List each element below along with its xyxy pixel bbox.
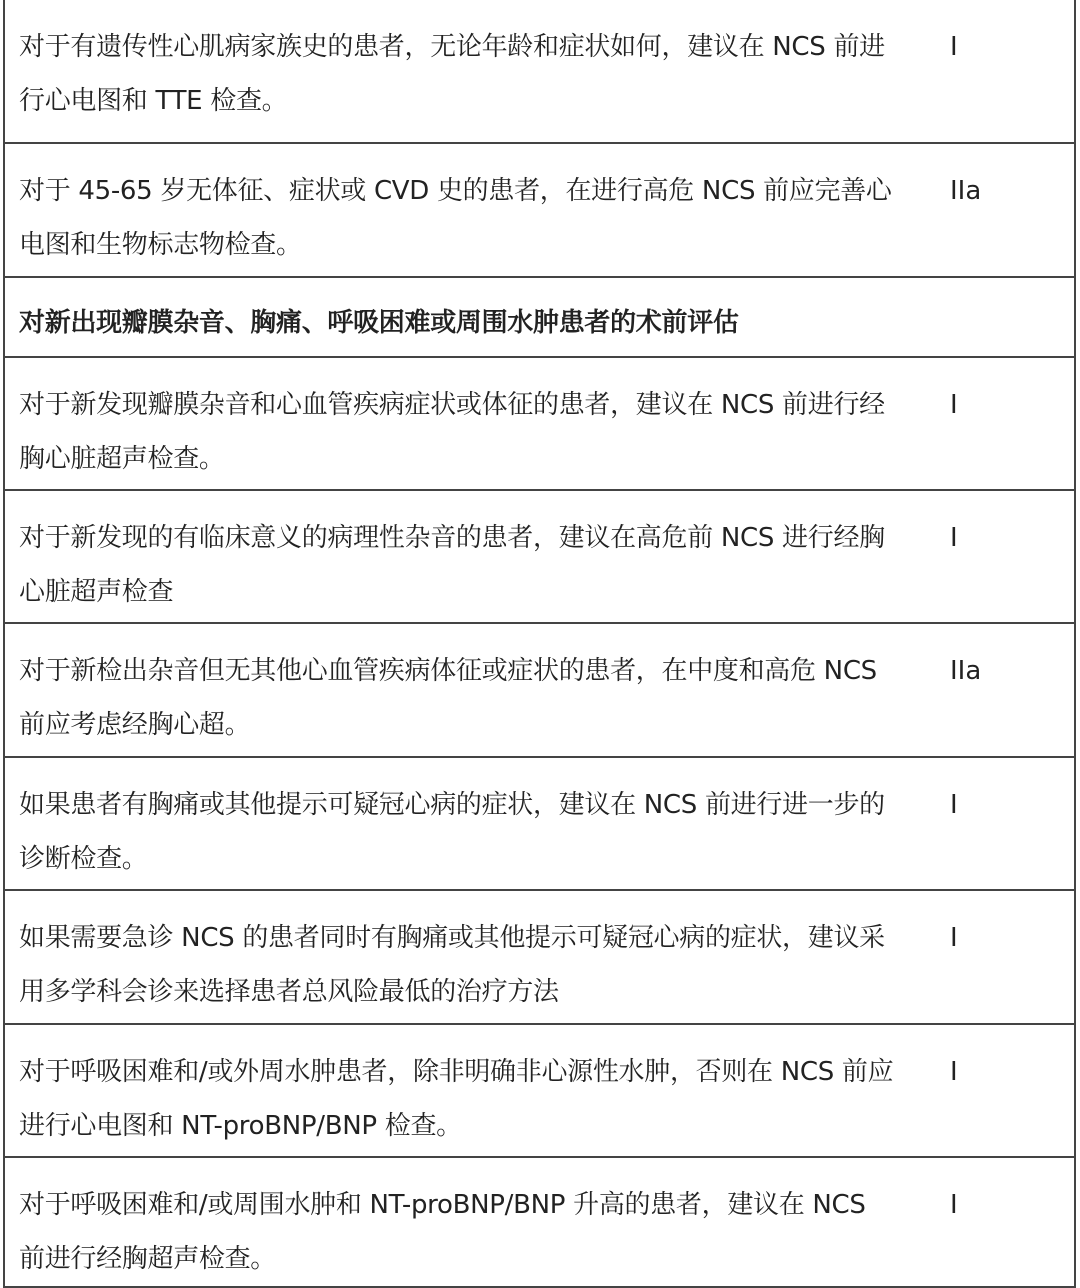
table-row bbox=[5, 622, 1074, 756]
recommendation-text: 对于新发现的有临床意义的病理性杂音的患者，建议在高危前 NCS 进行经胸 心脏超声检查 bbox=[19, 523, 885, 607]
recommendation-text: 如果需要急诊 NCS 的患者同时有胸痛或其他提示可疑冠心病的症状，建议采 用多学科会诊来选择患者总风险最低的治疗方法 bbox=[19, 923, 885, 1007]
table-row bbox=[5, 356, 1074, 489]
recommendation-class: IIa bbox=[950, 176, 982, 206]
table-row bbox=[5, 489, 1074, 622]
recommendation-text: 对于新检出杂音但无其他心血管疾病体征或症状的患者，在中度和高危 NCS 前应考虑经胸心超。 bbox=[19, 656, 877, 740]
table-row bbox=[5, 1156, 1074, 1288]
table-row bbox=[5, 1023, 1074, 1156]
recommendation-class: I bbox=[950, 1057, 958, 1087]
section-header: 对新出现瓣膜杂音、胸痛、呼吸困难或周围水肿患者的术前评估 bbox=[19, 308, 739, 338]
recommendation-text: 对于呼吸困难和/或外周水肿患者，除非明确非心源性水肿，否则在 NCS 前应 进行心电图和 NT-proBNP/BNP 检查。 bbox=[19, 1057, 894, 1141]
table-row bbox=[5, 142, 1074, 276]
recommendation-class: I bbox=[950, 790, 958, 820]
recommendation-text: 对于有遗传性心肌病家族史的患者，无论年龄和症状如何，建议在 NCS 前进 行心电图和 TTE 检查。 bbox=[19, 32, 885, 116]
recommendation-class: I bbox=[950, 32, 958, 62]
recommendation-text: 对于新发现瓣膜杂音和心血管疾病症状或体征的患者，建议在 NCS 前进行经 胸心脏超声检查。 bbox=[19, 390, 885, 474]
recommendation-text: 如果患者有胸痛或其他提示可疑冠心病的症状，建议在 NCS 前进行进一步的 诊断检查。 bbox=[19, 790, 885, 874]
recommendation-text: 对于呼吸困难和/或周围水肿和 NT-proBNP/BNP 升高的患者，建议在 NCS 前进行经胸超声检查。 bbox=[19, 1190, 866, 1274]
table-row bbox=[5, 756, 1074, 889]
recommendation-class: IIa bbox=[950, 656, 982, 686]
section-header-row bbox=[5, 276, 1074, 356]
recommendation-class: I bbox=[950, 523, 958, 553]
recommendation-class: I bbox=[950, 390, 958, 420]
recommendation-class: I bbox=[950, 923, 958, 953]
table-row bbox=[5, 889, 1074, 1023]
recommendation-text: 对于 45-65 岁无体征、症状或 CVD 史的患者，在进行高危 NCS 前应完善心 电图和生物标志物检查。 bbox=[19, 176, 892, 260]
recommendation-table bbox=[3, 0, 1076, 1288]
recommendation-class: I bbox=[950, 1190, 958, 1220]
table-row bbox=[5, 0, 1074, 142]
